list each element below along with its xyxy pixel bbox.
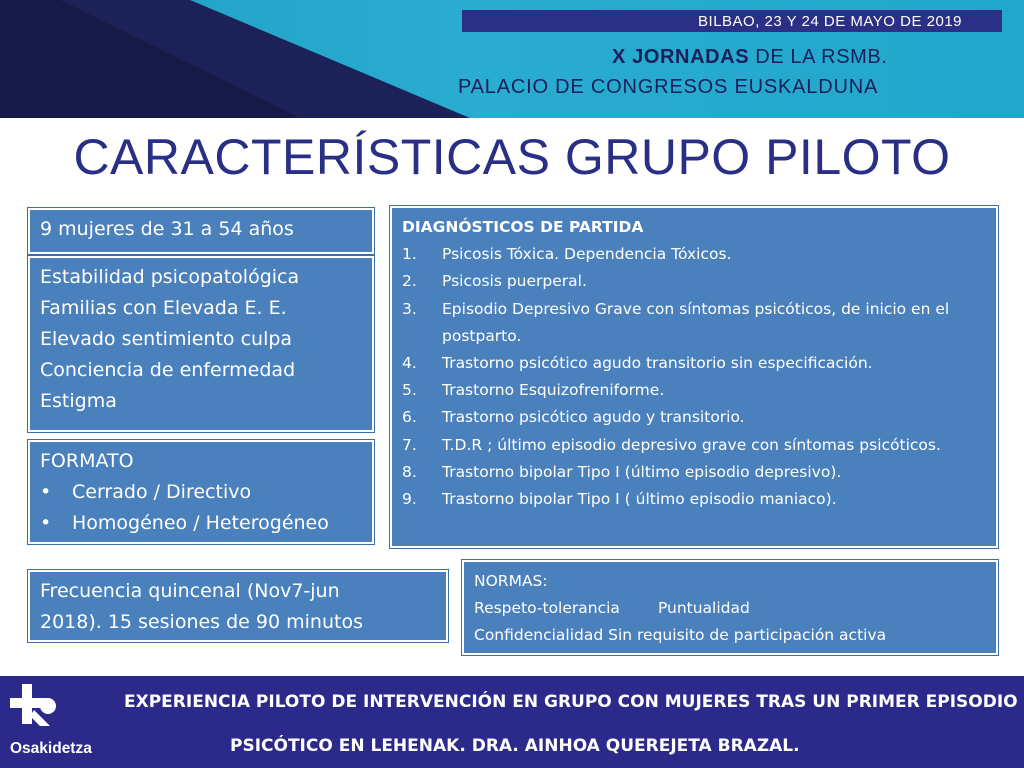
profile-line: Estigma	[40, 390, 117, 412]
footer-line-1: EXPERIENCIA PILOTO DE INTERVENCIÓN EN GRUPO CON MUJERES TRAS UN PRIMER EPISODIO	[124, 692, 1018, 712]
profile-line: Conciencia de enfermedad	[40, 359, 296, 381]
header-band	[0, 0, 1024, 118]
diagnostics-heading: DIAGNÓSTICOS DE PARTIDA	[402, 218, 644, 236]
norms-heading: NORMAS:	[474, 572, 548, 590]
age-box	[28, 208, 374, 254]
age-text: 9 mujeres de 31 a 54 años	[40, 218, 294, 240]
event-date: BILBAO, 23 Y 24 DE MAYO DE 2019	[698, 12, 962, 30]
event-date-bar	[462, 10, 1002, 32]
format-item: • Homogéneo / Heterogéneo	[40, 508, 362, 539]
osakidetza-logo	[0, 676, 122, 768]
diagnostic-item: 2. Psicosis puerperal.	[402, 272, 587, 291]
diagnostic-item: 5. Trastorno Esquizofreniforme.	[402, 381, 665, 400]
conference-venue: PALACIO DE CONGRESOS EUSKALDUNA	[458, 76, 879, 98]
diagnostic-item: 3. Episodio Depresivo Grave con síntomas psicóticos, de inicio en el postparto.	[402, 299, 950, 345]
profile-line: Familias con Elevada E. E.	[40, 297, 287, 319]
format-item-text: Homogéneo / Heterogéneo	[72, 512, 329, 534]
format-item: • Cerrado / Directivo	[40, 477, 362, 508]
frequency-line: 2018). 15 sesiones de 90 minutos	[40, 611, 363, 633]
norms-box	[462, 560, 998, 655]
diagnostic-item: 7. T.D.R ; último episodio depresivo grave con síntomas psicóticos.	[402, 435, 941, 454]
frequency-box	[28, 570, 448, 642]
norm-respect: Respeto-tolerancia	[474, 599, 620, 617]
diagnostics-box	[390, 206, 998, 548]
format-item-text: Cerrado / Directivo	[72, 481, 252, 503]
conference-name	[612, 46, 888, 69]
profile-line: Estabilidad psicopatológica	[40, 266, 300, 288]
format-box	[28, 440, 374, 544]
conference-name-bold: X JORNADAS	[612, 46, 750, 68]
profile-box	[28, 256, 374, 432]
norms-line: Confidencialidad Sin requisito de participación activa	[474, 626, 887, 644]
conference-name-rest: DE LA RSMB.	[749, 46, 888, 68]
diagnostic-item: 4. Trastorno psicótico agudo transitorio sin especificación.	[402, 354, 873, 373]
diagnostic-item: 9. Trastorno bipolar Tipo I ( último episodio maniaco).	[402, 490, 837, 509]
norm-punctuality: Puntualidad	[657, 599, 750, 617]
profile-line: Elevado sentimiento culpa	[40, 328, 293, 350]
footer-line-2: PSICÓTICO EN LEHENAK. DRA. AINHOA QUEREJETA BRAZAL.	[230, 736, 800, 756]
diagnostic-item: 8. Trastorno bipolar Tipo I (último episodio depresivo).	[402, 462, 842, 481]
diagnostic-item: 6. Trastorno psicótico agudo y transitorio.	[402, 408, 745, 427]
diagnostics-list	[402, 241, 986, 513]
osakidetza-logo-text: Osakidetza	[10, 740, 92, 757]
format-heading: FORMATO	[40, 450, 134, 472]
frequency-line: Frecuencia quincenal (Nov7-jun	[40, 580, 340, 602]
norms-line	[474, 595, 986, 622]
diagnostic-item: 1. Psicosis Tóxica. Dependencia Tóxicos.	[402, 245, 732, 264]
page-title: CARACTERÍSTICAS GRUPO PILOTO	[73, 129, 951, 185]
